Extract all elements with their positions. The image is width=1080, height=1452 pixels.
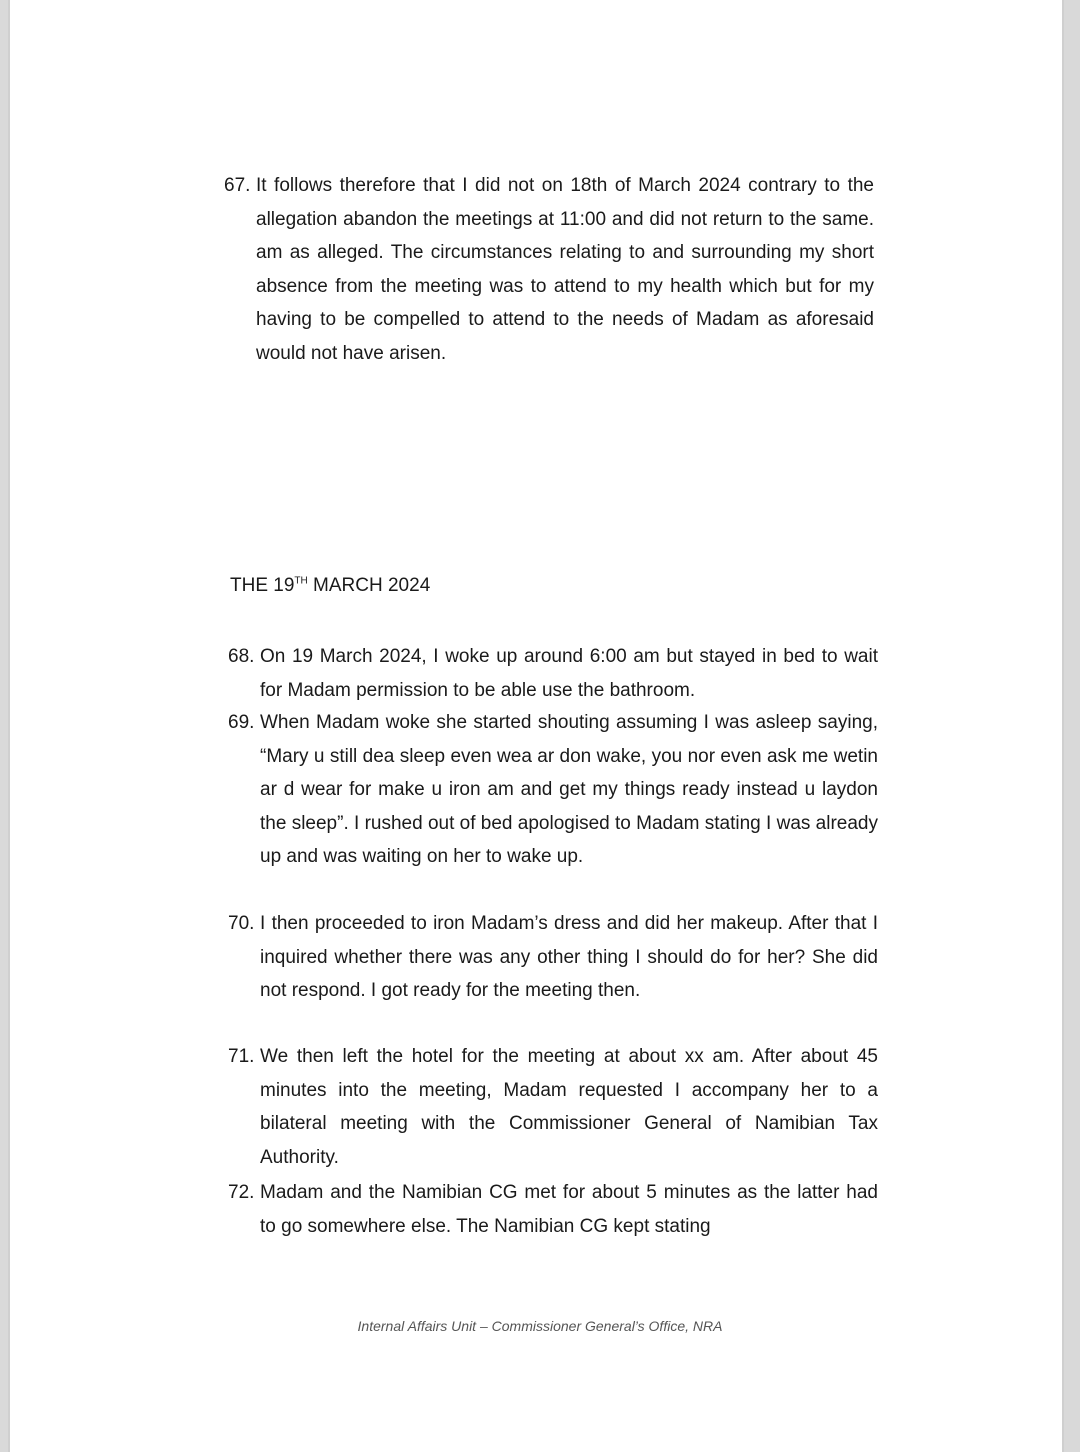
document-page xyxy=(8,0,1064,1452)
paragraph-text: Madam and the Namibian CG met for about 5 minutes as the latter had to go somewhere else. The Namibian CG kept stating xyxy=(260,1182,878,1237)
paragraph-68 xyxy=(228,640,878,707)
paragraph-number: 72. xyxy=(228,1182,255,1203)
paragraph-71 xyxy=(228,1040,878,1174)
paragraph-72 xyxy=(228,1176,878,1243)
paragraph-text: I then proceeded to iron Madam’s dress and did her makeup. After that I inquired whether there was any other thing I should do for her? She did not respond. I got ready for the meeting then. xyxy=(260,913,878,1001)
paragraph-number: 69. xyxy=(228,712,255,733)
section-heading xyxy=(230,575,430,597)
page-footer: Internal Affairs Unit – Commissioner General’s Office, NRA xyxy=(357,1318,723,1334)
paragraph-67 xyxy=(224,169,874,370)
paragraph-text: On 19 March 2024, I woke up around 6:00 am but stayed in bed to wait for Madam permission to be able use the bathroom. xyxy=(260,646,878,701)
paragraph-number: 68. xyxy=(228,646,255,667)
paragraph-number: 70. xyxy=(228,913,255,934)
paragraph-69 xyxy=(228,706,878,874)
paragraph-text: We then left the hotel for the meeting at about xx am. After about 45 minutes into the meeting, Madam requested I accompany her to a bilateral meeting with the Commissioner General of Namibian Tax Authority. xyxy=(260,1046,878,1168)
heading-superscript: TH xyxy=(294,575,308,587)
paragraph-70 xyxy=(228,907,878,1008)
heading-prefix: THE 19 xyxy=(230,575,295,596)
heading-suffix: MARCH 2024 xyxy=(307,575,431,596)
paragraph-text: It follows therefore that I did not on 18th of March 2024 contrary to the allegation abandon the meetings at 11:00 and did not return to the same. am as alleged. The circumstances relating to and surrounding my short absence from the meeting was to attend to my health which but for my having to be compelled to attend to the needs of Madam as aforesaid would not have arisen. xyxy=(256,175,874,364)
paragraph-text: When Madam woke she started shouting assuming I was asleep saying, “Mary u still dea sleep even wea ar don wake, you nor even ask me wetin ar d wear for make u iron am and get my things ready instead u laydon the sleep”. I rushed out of bed apologised to Madam stating I was already up and was waiting on her to wake up. xyxy=(260,712,878,867)
paragraph-number: 67. xyxy=(224,175,251,196)
paragraph-number: 71. xyxy=(228,1046,255,1067)
